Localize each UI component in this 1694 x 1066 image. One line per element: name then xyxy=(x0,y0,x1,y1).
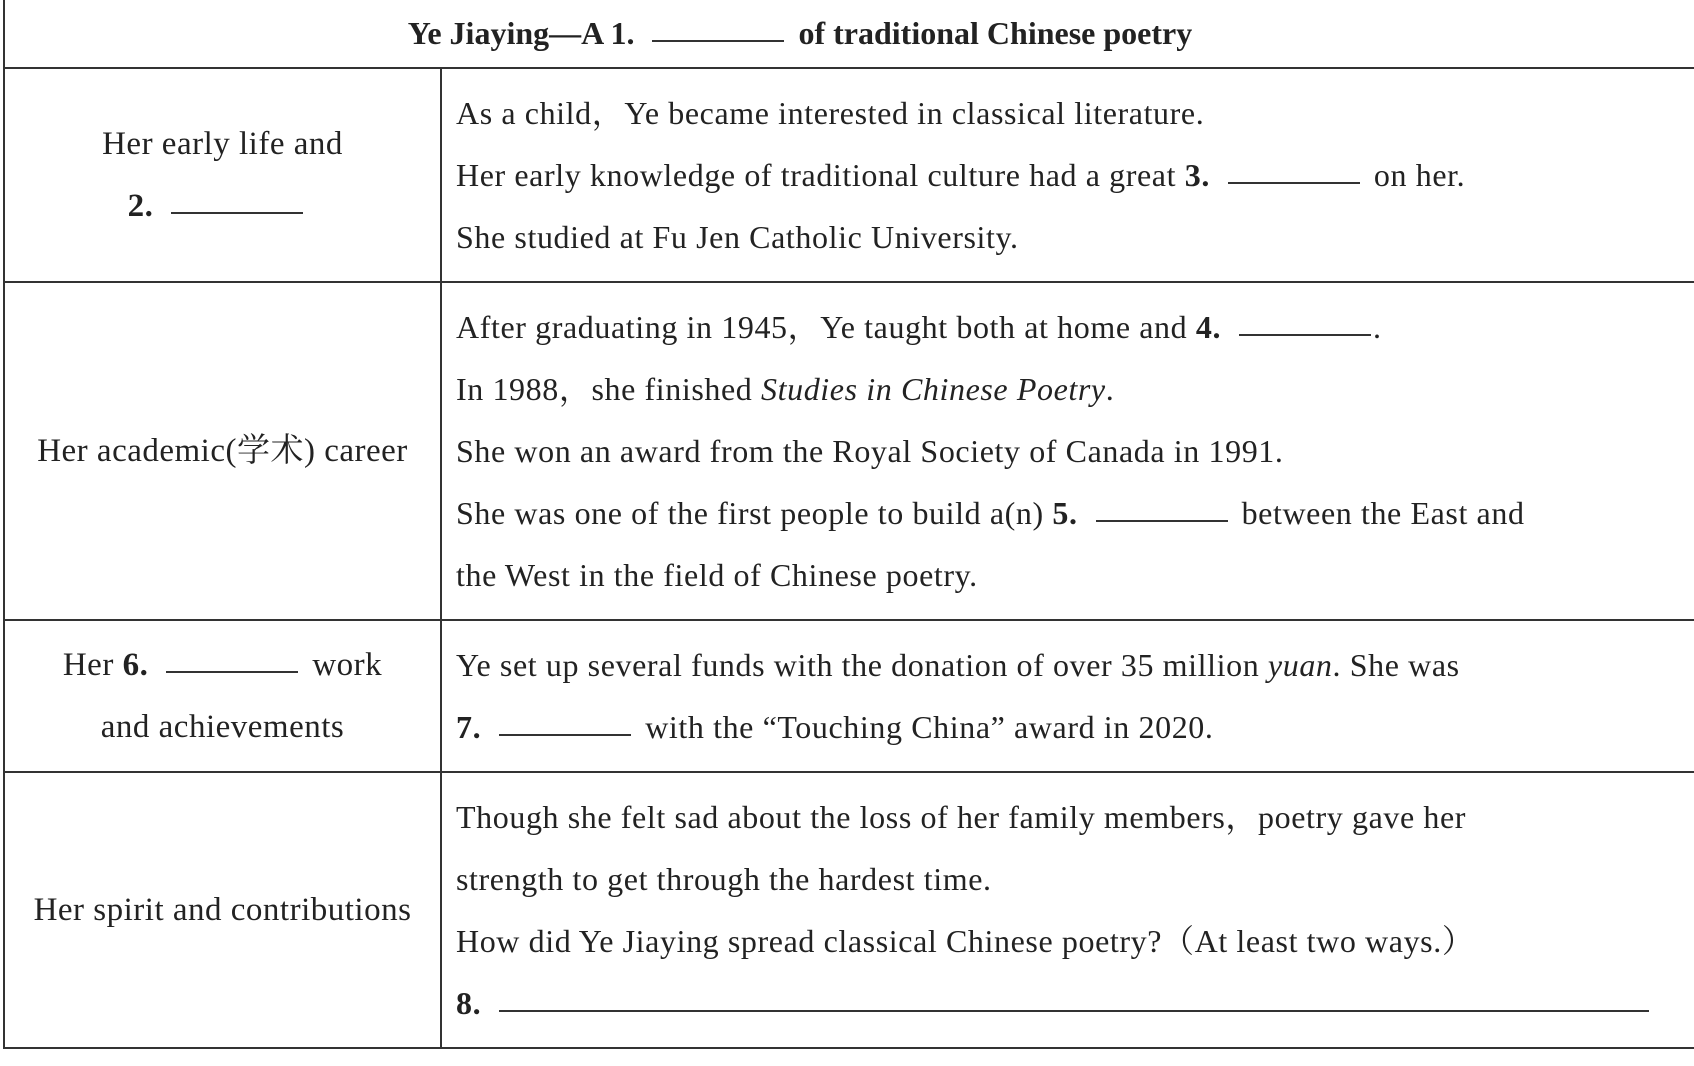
content-line: She won an award from the Royal Society of Canada in 1991. xyxy=(456,433,1284,469)
content-line: As a child，Ye became interested in classical literature. xyxy=(456,95,1205,131)
label-early-life xyxy=(4,68,441,282)
content-early-life xyxy=(441,68,1694,282)
label-academic-career: Her academic(学术) career xyxy=(4,282,441,620)
content-line: In 1988，she finished xyxy=(456,371,753,407)
content-line: the West in the field of Chinese poetry. xyxy=(456,557,978,593)
content-line: She was one of the first people to build a(n) xyxy=(456,495,1044,531)
question-number: 6. xyxy=(122,647,149,683)
table-title xyxy=(4,0,1694,68)
content-line: . xyxy=(1373,309,1382,345)
content-line: . She was xyxy=(1332,647,1460,683)
content-line: Ye set up several funds with the donation of over 35 million xyxy=(456,647,1260,683)
label-spirit-contributions: Her spirit and contributions xyxy=(4,772,441,1048)
question-number: 8. xyxy=(456,985,482,1021)
question-number: 5. xyxy=(1052,495,1078,531)
row-early-life xyxy=(4,68,1694,282)
blank-8[interactable] xyxy=(499,1009,1649,1012)
blank-6[interactable] xyxy=(166,670,298,673)
content-work-achievements xyxy=(441,620,1694,772)
row-spirit-contributions xyxy=(4,772,1694,1048)
label-work-achievements xyxy=(4,620,441,772)
blank-7[interactable] xyxy=(499,733,631,736)
label-text: and achievements xyxy=(100,709,345,745)
question-number: 2. xyxy=(127,188,154,224)
title-prefix: Ye Jiaying—A 1. xyxy=(407,14,635,51)
question-number: 4. xyxy=(1195,309,1222,345)
content-line: She studied at Fu Jen Catholic University. xyxy=(456,219,1019,255)
content-line: How did Ye Jiaying spread classical Chinese poetry?（At least two ways.） xyxy=(456,923,1475,959)
label-text: work xyxy=(312,647,383,683)
content-academic-career xyxy=(441,282,1694,620)
content-line: . xyxy=(1105,371,1115,407)
content-line: After graduating in 1945，Ye taught both at home and xyxy=(456,309,1188,345)
summary-table xyxy=(3,0,1694,1049)
blank-5[interactable] xyxy=(1096,519,1228,522)
content-line: between the East and xyxy=(1241,495,1525,531)
row-work-achievements xyxy=(4,620,1694,772)
blank-4[interactable] xyxy=(1239,333,1371,336)
label-text: Her xyxy=(62,647,114,683)
content-line: with the “Touching China” award in 2020. xyxy=(645,709,1214,745)
content-line: Though she felt sad about the loss of her family members，poetry gave her xyxy=(456,799,1467,835)
italic-word: yuan xyxy=(1267,647,1333,683)
blank-3[interactable] xyxy=(1228,181,1360,184)
content-line: on her. xyxy=(1373,157,1466,193)
content-line: strength to get through the hardest time. xyxy=(456,861,992,897)
question-number: 3. xyxy=(1184,157,1210,193)
content-spirit-contributions xyxy=(441,772,1694,1048)
row-academic-career xyxy=(4,282,1694,620)
content-line: Her early knowledge of traditional culture had a great xyxy=(456,157,1177,193)
title-suffix: of traditional Chinese poetry xyxy=(798,14,1193,51)
book-title: Studies in Chinese Poetry xyxy=(761,371,1106,407)
blank-1[interactable] xyxy=(652,39,784,42)
question-number: 7. xyxy=(456,709,482,745)
label-text: Her early life and xyxy=(102,126,343,162)
blank-2[interactable] xyxy=(171,211,303,214)
